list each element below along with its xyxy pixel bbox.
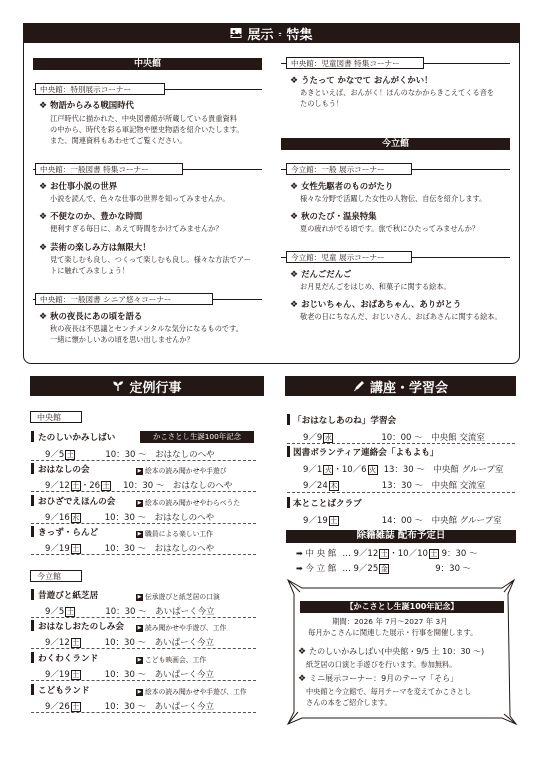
tag-chuo-children: 中央館：児童図書 特集コーナー (286, 57, 424, 69)
event-kamishibai: たのしいかみしばい (38, 433, 116, 443)
events-header (30, 376, 264, 396)
item-josei-text: 様々な分野で活躍した女性の人物伝、自伝を紹介します。 (300, 194, 487, 203)
event-kids: きっず・らんど (38, 528, 99, 538)
item-fuben-text: 便利すぎる毎日に、あえて時間をかけてみませんか？ (50, 224, 223, 233)
event-mukashi: 昔遊びと紙芝居 (38, 591, 99, 601)
item-geijutsu-text: 見て楽しむも良し、つくって楽しむも良し。様々な方法でアー トに触れてみましょう！ (50, 255, 251, 275)
event-ohanashi-note: ▶ 絵本の読み聞かせや手遊び (137, 467, 227, 475)
event-wakuwaku: わくわくランド (38, 654, 99, 664)
item-fuben: ❖ 不便なのか、豊かな時間 (39, 211, 143, 222)
event-otanoshimi: おはなしおたのしみ会 (38, 622, 124, 632)
tag-ima-general: 今立館：一般 展示コーナー (286, 163, 412, 175)
item-sengoku: ❖ 物語からみる戦国時代 (39, 100, 134, 111)
event-kamishibai-stamp: かこさとし生誕100年記念 (140, 431, 254, 443)
item-geijutsu: ❖ 芸術の楽しみ方は無限大！ (39, 242, 151, 253)
item-aki-yonaga: ❖ 秋の夜長にあの頃を語る (39, 311, 143, 322)
lecture-yomoyomo-row1: 9／1 火 ・10／6 火 13：30 〜 中央館 グループ室 (303, 465, 504, 475)
lecture-yomoyomo: 図書ボランティア連絡会「よもよも」 (293, 448, 439, 458)
item-keiro: ❖ おじいちゃん、おばあちゃん、ありがとう (290, 299, 462, 310)
item-onsen: ❖ 秋のたび・温泉特集 (290, 211, 377, 222)
card-item-kamishibai: ❖ たのしいかみしばい(中央館・9/5 土 10：30 〜) (298, 647, 485, 657)
events-title: 定例行事 (129, 380, 182, 396)
event-ohiza-row: 9／16 水 10：30 〜 おはなしのへや (45, 513, 215, 523)
lectures-header (285, 376, 516, 396)
event-wakuwaku-row: 9／19 土 10：30 〜 あいぱーく今立 (45, 670, 215, 680)
item-onsen-text: 夏の疲れがでる頃です。旅で秋にひたってみませんか？ (300, 224, 480, 233)
discard-ima: ➡ 今 立 館 … 9／25 金 9：30 〜 (296, 564, 472, 574)
item-ongakukai: ❖ うたって かなでて おんがくかい！ (290, 75, 433, 86)
card-item-mini-text: 中央館と今立館で、毎月テーマを変えてかこさとし さんの本をご紹介します。 (306, 687, 472, 707)
event-ohanashi: おはなしの会 (38, 465, 90, 475)
tag-chuo-senior: 中央館：一般図書 シニア悠々コーナー (35, 293, 213, 305)
event-kodomo-row: 9／26 土 10：30 〜 あいぱーく今立 (45, 702, 215, 712)
events-ima-label: 今立館 (30, 570, 82, 582)
tachikawa-header: 今立館 (281, 138, 510, 150)
tag-chuo-special: 中央館：特別展示コーナー (35, 83, 165, 95)
item-oshigoto-text: 小説を読んで、色々な仕事の世界を知ってみませんか。 (50, 194, 230, 203)
event-kids-row: 9／19 土 10：30 〜 おはなしのへや (45, 544, 215, 554)
event-kamishibai-row: 9／5 土 10：30 〜 おはなしのへや (45, 450, 215, 460)
item-oshigoto: ❖ お仕事小説の世界 (39, 181, 118, 192)
pen-icon (353, 380, 365, 392)
event-ohiza: おひざでえほんの会 (38, 497, 116, 507)
event-kodomo: こどもランド (38, 686, 90, 696)
event-kids-note: ▶ 職員による楽しい工作 (137, 530, 213, 538)
event-mukashi-note: ▶ 伝承遊びと紙芝居の口演 (137, 593, 220, 601)
event-otanoshimi-note: ▶ 読み聞かせや手遊び、工作 (137, 624, 227, 632)
item-sengoku-text: 江戸時代に描かれた、中央図書館が所蔵している貴重資料 の中から、時代を彩る軍記物や歴史物語を紹介いたします。 また、関連資料もあわせてご覧ください。 (50, 114, 244, 145)
card-period: 期間：2026 年 7月〜2027 年 3月 毎月かこさんに関連した展示・行事を開催します。 (308, 617, 478, 637)
events-chuo-label: 中央館 (30, 411, 82, 423)
lecture-anone-row: 9／9 水 10：00 〜 中央館 交流室 (303, 433, 485, 443)
chuo-header: 中央館 (33, 58, 262, 70)
event-mukashi-row: 9／5 土 10：30 〜 あいぱーく今立 (45, 607, 215, 617)
discard-chuo: ➡ 中 央 館 … 9／12 土 ・10／10 土 9：30 〜 (296, 549, 478, 559)
lecture-honkotoba: 本とことばクラブ (293, 499, 362, 509)
event-otanoshimi-row: 9／12 土 10：30 〜 あいぱーく今立 (45, 638, 215, 648)
tag-chuo-general: 中央館：一般図書 特集コーナー (35, 163, 183, 175)
card-title: 【かこさとし生誕100年記念】 (300, 601, 504, 613)
discard-header: 除籍雑誌 配布予定日 (286, 530, 516, 543)
card-item-kamishibai-text: 紙芝居の口演と手遊びを行います。参加無料。 (306, 660, 457, 669)
lecture-yomoyomo-row2: 9／24 木 13：30 〜 中央館 交流室 (303, 481, 486, 491)
item-keiro-text: 敬老の日にちなんだ、おじいさん、おばあさんに関する絵本。 (300, 312, 502, 321)
item-josei: ❖ 女性先駆者のものがたり (290, 181, 394, 192)
item-ongakukai-text: あきといえば、おんがく！ほんのなかからきこえてくる音を たのしもう！ (300, 88, 495, 108)
lecture-anone: 「おはなしあのね」学習会 (293, 416, 397, 426)
event-wakuwaku-note: ▶ こども映画会、工作 (137, 656, 207, 664)
event-ohiza-note: ▶ 絵本の読み聞かせやわらべうた (137, 499, 241, 507)
lectures-title: 講座・学習会 (369, 380, 448, 396)
lecture-honkotoba-row: 9／19 土 14：00 〜 中央館 グループ室 (303, 516, 502, 526)
exhibit-title: 展示・特集 (247, 27, 313, 43)
item-aki-yonaga-text: 秋の夜長は不思議とセンチメンタルな気分になるものです。 一緒に懐かしいあの頃を思い出しませんか？ (50, 324, 243, 344)
item-dango: ❖ だんごだんご (290, 269, 352, 280)
event-ohanashi-row: 9／12 土 ・26 土 10：30 〜 おはなしのへや (45, 481, 233, 491)
event-kodomo-note: ▶ 絵本の読み聞かせや手遊び、工作 (137, 688, 247, 696)
sprout-icon (112, 380, 124, 392)
tag-ima-children: 今立館：児童 展示コーナー (286, 251, 412, 263)
item-dango-text: お月見だんごをはじめ、和菓子に関する絵本。 (300, 282, 451, 291)
card-item-mini: ❖ ミニ展示コーナー：9月のテーマ「そら」 (298, 674, 459, 684)
